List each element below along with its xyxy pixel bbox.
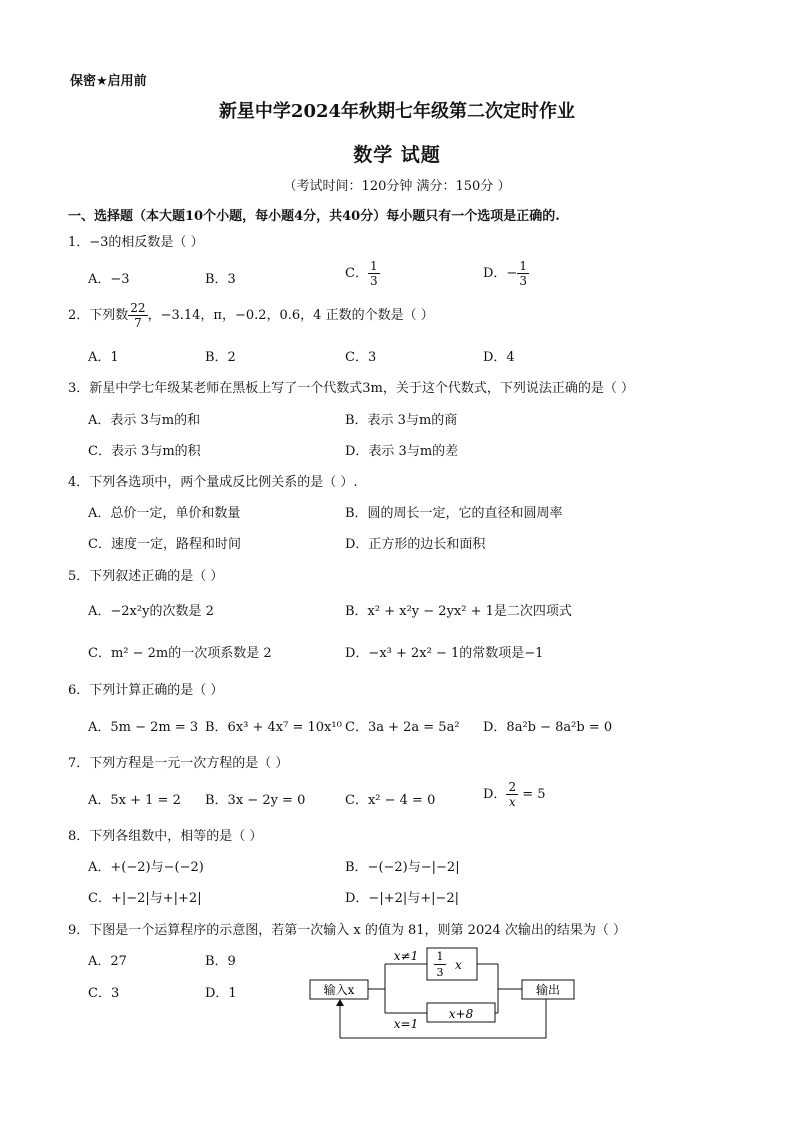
numerator: 1 (369, 259, 378, 273)
q5-option-c[interactable]: C．m² − 2m的一次项系数是 2 (88, 646, 272, 661)
q8-option-d[interactable]: D．−|+2|与+|−2| (345, 891, 460, 906)
q3-option-d[interactable]: D．表示 3与m的差 (345, 444, 459, 459)
op-top-variable: x (455, 958, 462, 972)
q2-option-b[interactable]: B．2 (205, 350, 236, 365)
q4-option-d[interactable]: D．正方形的边长和面积 (345, 537, 486, 552)
q1-option-d-label: D．− (483, 266, 518, 281)
q9-option-a[interactable]: A．27 (88, 954, 127, 969)
q5-option-b[interactable]: B．x² + x²y − 2yx² + 1是二次四项式 (345, 604, 572, 619)
op-top-denominator: 3 (436, 966, 444, 979)
q7-option-d-label: D． (483, 787, 507, 802)
question-1-stem: 1．−3的相反数是（ ） (68, 235, 204, 250)
question-4-stem: 4．下列各选项中，两个量成反比例关系的是（ ）. (68, 475, 358, 490)
q2-stem-pre: 2．下列数 (68, 308, 129, 323)
section-heading: 一、选择题（本大题10个小题，每小题4分，共40分）每小题只有一个选项是正确的. (68, 209, 560, 224)
fraction (128, 302, 147, 329)
q7-option-d[interactable] (483, 781, 546, 808)
question-6-stem: 6．下列计算正确的是（ ） (68, 683, 224, 698)
q2-option-d[interactable]: D．4 (483, 350, 515, 365)
numerator: 2 (508, 780, 517, 794)
input-label: 输入x (323, 983, 355, 997)
question-8-stem: 8．下列各组数中，相等的是（ ） (68, 829, 263, 844)
q5-option-a[interactable]: A．−2x²y的次数是 2 (88, 604, 214, 619)
q4-option-a[interactable]: A．总价一定，单价和数量 (88, 506, 241, 521)
q6-option-c[interactable]: C．3a + 2a = 5a² (345, 720, 460, 735)
q3-option-b[interactable]: B．表示 3与m的商 (345, 413, 458, 428)
question-3-stem: 3．新星中学七年级某老师在黑板上写了一个代数式3m，关于这个代数式，下列说法正确的是（ ） (68, 381, 635, 396)
op-top-numerator: 1 (436, 950, 444, 963)
q7-option-d-tail: = 5 (522, 787, 546, 802)
q9-option-c[interactable]: C．3 (88, 986, 120, 1001)
arrow-head (336, 999, 344, 1006)
exam-info: （考试时间：120分钟 满分：150分 ） (283, 179, 511, 194)
q2-option-a[interactable]: A．1 (88, 350, 119, 365)
denominator: x (508, 795, 516, 809)
q2-option-c[interactable]: C．3 (345, 350, 377, 365)
q9-option-b[interactable]: B．9 (205, 954, 236, 969)
operation-flowchart (300, 940, 590, 1048)
denominator: 3 (369, 274, 378, 288)
q1-option-c[interactable] (345, 260, 380, 287)
q1-option-d[interactable] (483, 260, 529, 287)
q7-option-a[interactable]: A．5x + 1 = 2 (88, 793, 181, 808)
output-label: 输出 (535, 983, 561, 997)
fraction (368, 260, 380, 287)
denominator: 3 (519, 274, 527, 288)
question-2-stem (68, 302, 434, 329)
numerator: 1 (519, 259, 527, 273)
q2-stem-post: ，−3.14，π，−0.2，0.6，4 正数的个数是（ ） (147, 308, 434, 323)
q9-option-d[interactable]: D．1 (205, 986, 237, 1001)
question-9-stem: 9．下图是一个运算程序的示意图，若第一次输入 x 的值为 81，则第 2024 次输出的结果为（ ） (68, 923, 627, 938)
denominator: 7 (134, 316, 142, 330)
fraction (506, 781, 518, 808)
q7-option-c[interactable]: C．x² − 4 = 0 (345, 793, 436, 808)
condition-bottom: x=1 (393, 1017, 419, 1031)
q4-option-c[interactable]: C．速度一定，路程和时间 (88, 537, 241, 552)
page-subtitle: 数学 试题 (353, 144, 441, 166)
q8-option-b[interactable]: B．−(−2)与−|−2| (345, 860, 460, 875)
q5-option-d[interactable]: D．−x³ + 2x² − 1的常数项是−1 (345, 646, 544, 661)
page-title: 新星中学2024年秋期七年级第二次定时作业 (218, 101, 576, 122)
numerator: 22 (130, 301, 146, 315)
op-bottom-label: x+8 (448, 1007, 474, 1021)
q6-option-d[interactable]: D．8a²b − 8a²b = 0 (483, 720, 613, 735)
q7-option-b[interactable]: B．3x − 2y = 0 (205, 793, 306, 808)
q6-option-a[interactable]: A．5m − 2m = 3 (88, 720, 199, 735)
q1-option-a[interactable]: A．−3 (88, 272, 130, 287)
q4-option-b[interactable]: B．圆的周长一定，它的直径和圆周率 (345, 506, 563, 521)
question-5-stem: 5．下列叙述正确的是（ ） (68, 569, 224, 584)
confidential-label: 保密★启用前 (70, 74, 147, 89)
q6-option-b[interactable]: B．6x³ + 4x⁷ = 10x¹⁰ (205, 720, 342, 735)
q8-option-c[interactable]: C．+|−2|与+|+2| (88, 891, 202, 906)
q3-option-c[interactable]: C．表示 3与m的积 (88, 444, 201, 459)
question-7-stem: 7．下列方程是一元一次方程的是（ ） (68, 756, 289, 771)
q1-option-b[interactable]: B．3 (205, 272, 236, 287)
q3-option-a[interactable]: A．表示 3与m的和 (88, 413, 201, 428)
q8-option-a[interactable]: A．+(−2)与−(−2) (88, 860, 204, 875)
condition-top: x≠1 (393, 949, 419, 963)
q1-option-c-label: C． (345, 266, 368, 281)
fraction (517, 260, 529, 287)
